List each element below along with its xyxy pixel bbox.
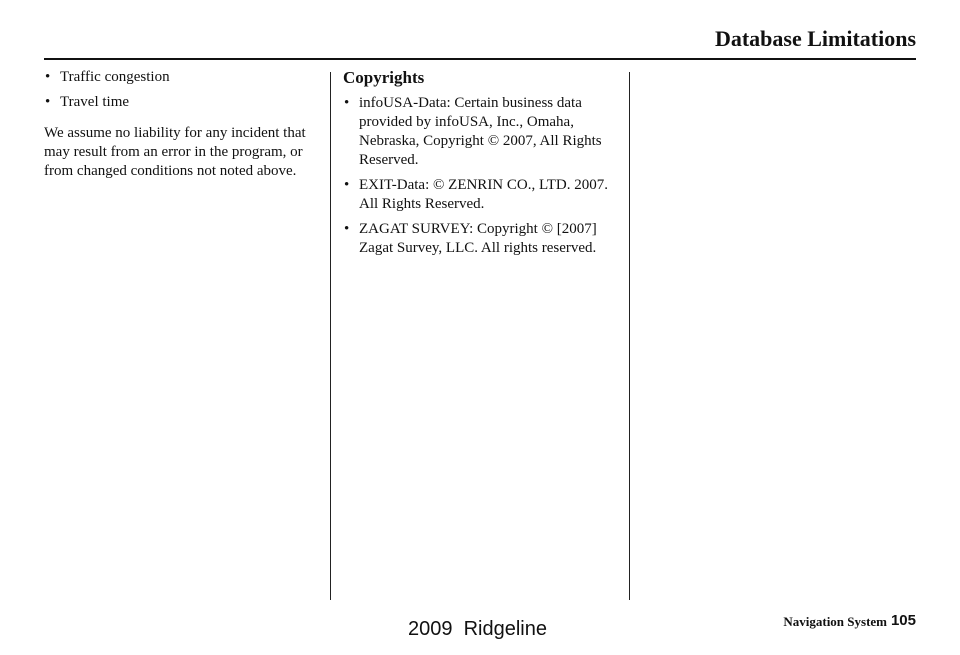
section-heading: Copyrights <box>343 68 425 87</box>
title-rule <box>44 58 916 60</box>
disclaimer-paragraph: We assume no liability for any incident that may result from an error in the program, or from changed conditions not noted above. <box>44 125 306 179</box>
page-title: Database Limitations <box>714 26 916 51</box>
list-item: • Travel time <box>44 93 328 112</box>
footer-label: Navigation System <box>783 614 887 629</box>
list-item: • infoUSA-Data: Certain business data provided by infoUSA, Inc., Omaha, Nebraska, Copyright © 2007, All Rights Reserved. <box>343 94 621 170</box>
list-item: • EXIT-Data: © ZENRIN CO., LTD. 2007. All Rights Reserved. <box>343 176 621 214</box>
page-number: 105 <box>890 612 916 629</box>
column-divider <box>330 72 331 600</box>
left-column <box>44 68 328 181</box>
middle-column <box>343 68 621 264</box>
watermark-text: 2009 Ridgeline <box>408 618 547 640</box>
left-bullet-list <box>44 68 328 112</box>
column-divider <box>629 72 630 600</box>
list-item: • ZAGAT SURVEY: Copyright © [2007] Zagat Survey, LLC. All rights reserved. <box>343 220 621 258</box>
list-item: • Traffic congestion <box>44 68 328 87</box>
copyright-list <box>343 94 621 258</box>
